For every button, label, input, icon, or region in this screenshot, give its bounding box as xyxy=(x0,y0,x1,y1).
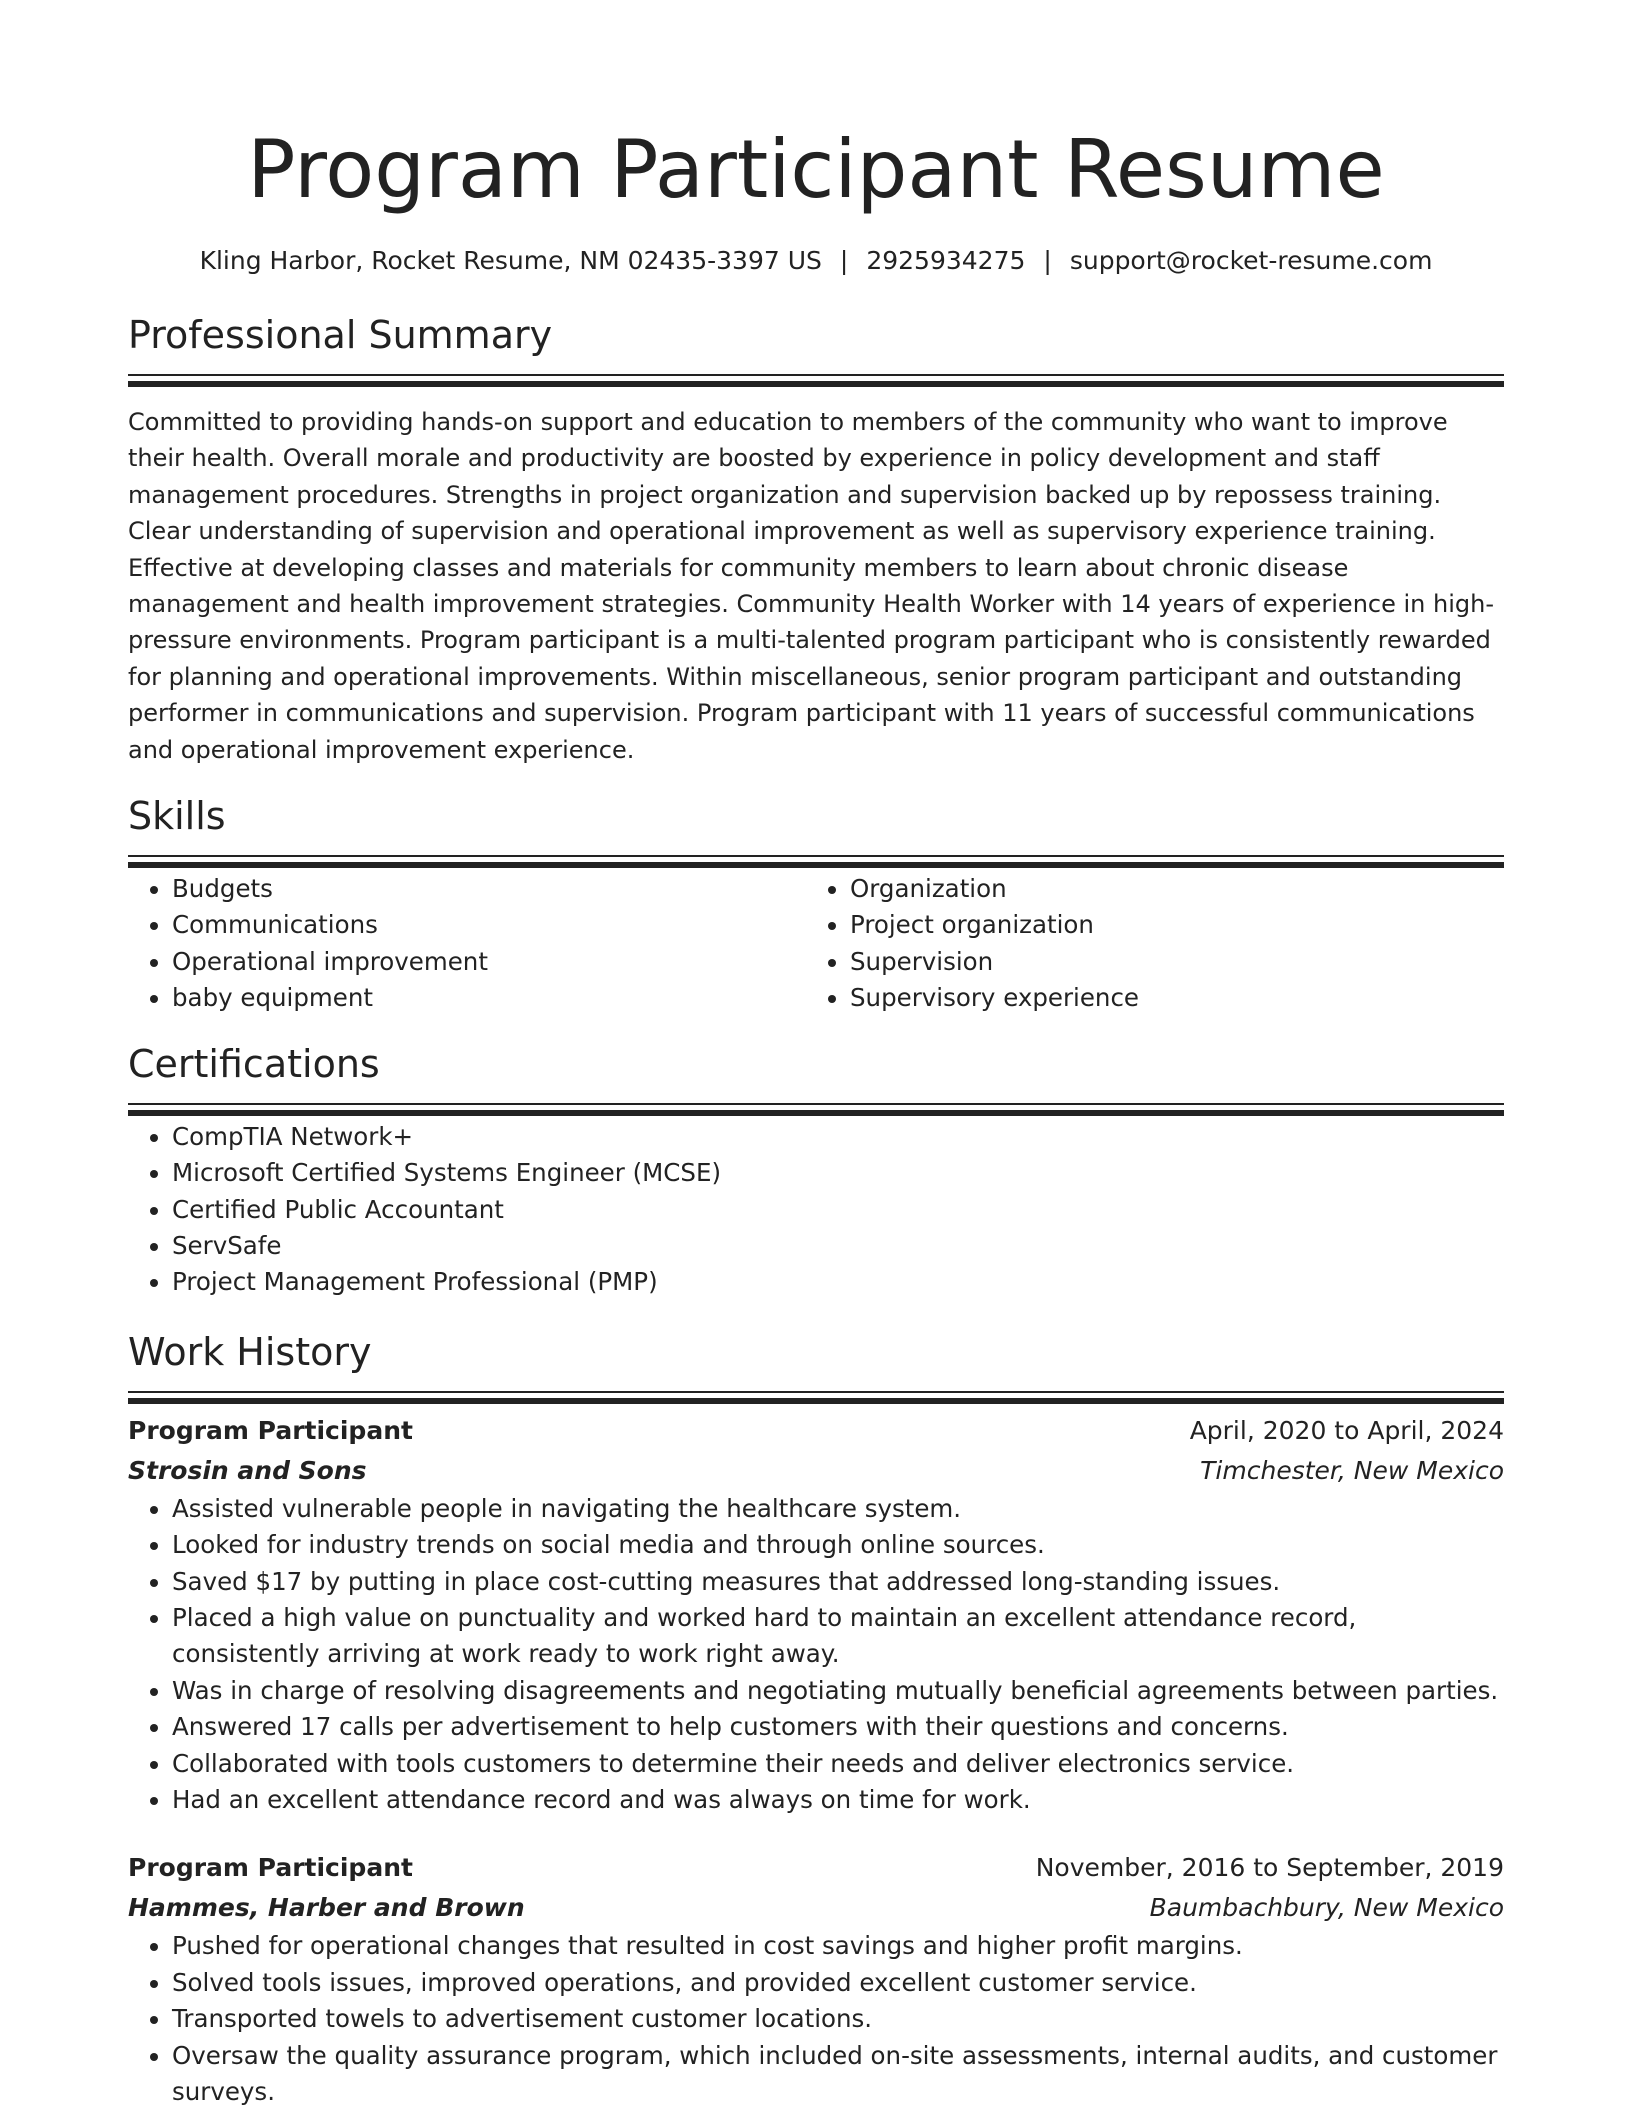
summary-text: Committed to providing hands-on support and education to members of the community who want to improve their health. Overall morale and productivity are boosted by experience in policy development and staff management procedures. Strengths in project organization and supervision backed up by repossess training. Clear understanding of supervision and operational improvement as well as supervisory experience training. Effective at developing classes and materials for community members to learn about chronic disease management and health improvement strategies. Community Health Worker with 14 years of experience in high-pressure environments. Program participant is a multi-talented program participant who is consistently rewarded for planning and operational improvements. Within miscellaneous, senior program participant and outstanding performer in communications and supervision. Program participant with 11 years of successful communications and operational improvement experience. xyxy=(128,408,1494,764)
skills-list-left xyxy=(128,871,806,1017)
job-header xyxy=(128,1411,1504,1451)
certification-item: • Project Management Professional (PMP) xyxy=(172,1264,1504,1300)
certification-item: • Microsoft Certified Systems Engineer (MCSE) xyxy=(172,1155,1504,1191)
skill-item: • Budgets xyxy=(172,871,806,907)
skill-item: • Supervision xyxy=(850,944,1484,980)
job-bullet: • Oversaw the quality assurance program, which included on-site assessments, internal audits, and customer surveys. xyxy=(172,2038,1504,2111)
contact-address: Kling Harbor, Rocket Resume, NM 02435-3397 US xyxy=(199,246,822,275)
certification-item: • ServSafe xyxy=(172,1228,1504,1264)
job-bullet: • Placed a high value on punctuality and worked hard to maintain an excellent attendance record, consistently arriving at work ready to work right away. xyxy=(172,1600,1504,1673)
skill-item: • Supervisory experience xyxy=(850,980,1484,1016)
section-heading-certifications: Certifications xyxy=(128,1041,380,1086)
job-location: Timchester, New Mexico xyxy=(1200,1455,1504,1485)
section-divider xyxy=(128,855,1504,857)
section-divider xyxy=(128,1391,1504,1393)
skills-list-right xyxy=(806,871,1484,1017)
certifications-list xyxy=(128,1119,1504,1301)
job-bullet: • Looked for industry trends on social media and through online sources. xyxy=(172,1527,1504,1563)
job-subheader xyxy=(128,1451,1504,1491)
job-bullet: • Solved tools issues, improved operations, and provided excellent customer service. xyxy=(172,1965,1504,2001)
skills-column-right xyxy=(806,871,1484,1017)
resume-title: Program Participant Resume xyxy=(247,123,1385,216)
job-subheader xyxy=(128,1888,1504,1928)
job-dates: November, 2016 to September, 2019 xyxy=(1035,1853,1504,1883)
job-company: Hammes, Harber and Brown xyxy=(128,1893,525,1923)
job-entry xyxy=(128,1848,1504,2110)
certifications-section xyxy=(128,1039,1504,1301)
job-company: Strosin and Sons xyxy=(128,1455,367,1485)
job-location: Baumbachbury, New Mexico xyxy=(1149,1893,1504,1923)
job-bullet: • Answered 17 calls per advertisement to help customers with their questions and concerns. xyxy=(172,1709,1504,1745)
contact-separator: | xyxy=(1043,246,1052,275)
contact-phone: 2925934275 xyxy=(866,246,1026,275)
job-bullet: • Transported towels to advertisement customer locations. xyxy=(172,2001,1504,2037)
section-heading-skills: Skills xyxy=(128,794,226,839)
section-divider xyxy=(128,1103,1504,1105)
job-header xyxy=(128,1848,1504,1888)
job-bullet: • Collaborated with tools customers to determine their needs and deliver electronics service. xyxy=(172,1746,1504,1782)
job-bullet: • Pushed for operational changes that resulted in cost savings and higher profit margins. xyxy=(172,1928,1504,1964)
certification-item: • Certified Public Accountant xyxy=(172,1192,1504,1228)
summary-section xyxy=(128,310,1504,768)
job-bullet-list xyxy=(128,1491,1504,1819)
job-title: Program Participant xyxy=(128,1853,413,1883)
resume-page xyxy=(128,0,1504,2110)
job-bullet-list xyxy=(128,1928,1504,2110)
contact-separator: | xyxy=(839,246,849,275)
job-bullet: • Assisted vulnerable people in navigating the healthcare system. xyxy=(172,1491,1504,1527)
skill-item: • Organization xyxy=(850,871,1484,907)
skills-grid xyxy=(128,871,1504,1017)
skill-item: • Operational improvement xyxy=(172,944,806,980)
job-bullet: • Had an excellent attendance record and was always on time for work. xyxy=(172,1782,1504,1818)
skill-item: • Communications xyxy=(172,907,806,943)
section-heading-summary: Professional Summary xyxy=(128,313,553,357)
contact-line xyxy=(128,244,1504,278)
certification-item: • CompTIA Network+ xyxy=(172,1119,1504,1155)
section-divider xyxy=(128,374,1504,376)
job-bullet: • Was in charge of resolving disagreements and negotiating mutually beneficial agreements between parties. xyxy=(172,1673,1504,1709)
skill-item: • baby equipment xyxy=(172,980,806,1016)
skill-item: • Project organization xyxy=(850,907,1484,943)
job-entry xyxy=(128,1411,1504,1819)
job-title: Program Participant xyxy=(128,1415,413,1445)
section-heading-work-history: Work History xyxy=(128,1329,372,1374)
job-dates: April, 2020 to April, 2024 xyxy=(1189,1415,1504,1445)
skills-section xyxy=(128,791,1504,1017)
job-bullet: • Saved $17 by putting in place cost-cutting measures that addressed long-standing issues. xyxy=(172,1564,1504,1600)
skills-column-left xyxy=(128,871,806,1017)
contact-email: support@rocket-resume.com xyxy=(1069,246,1433,275)
work-history-section xyxy=(128,1327,1504,2111)
